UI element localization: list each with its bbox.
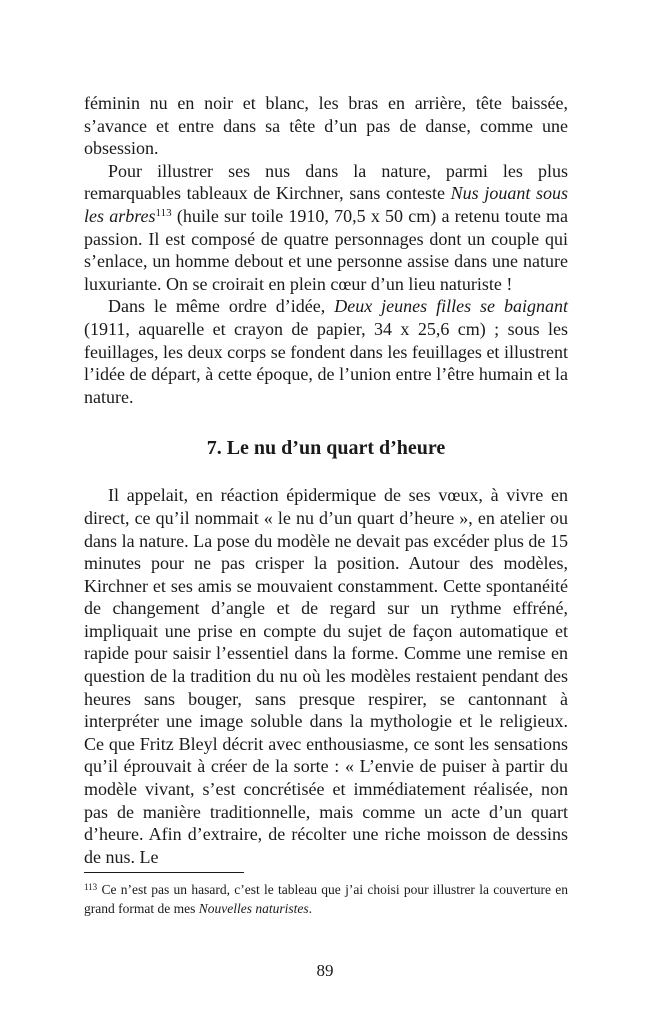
paragraph-text: Dans le même ordre d’idée, — [108, 296, 335, 317]
paragraph-text: Pour illustrer ses nus dans la nature, parmi les plus remarquables tableaux de Kirchner, sans conteste — [84, 160, 568, 204]
footnote-text: . — [308, 901, 312, 916]
artwork-title: Deux jeunes filles se baignant — [334, 296, 568, 317]
footnote — [84, 880, 568, 918]
section-heading: 7. Le nu d’un quart d’heure — [206, 437, 446, 460]
paragraph-quart-d-heure: Il appelait, en réaction épidermique de ses vœux, à vivre en direct, ce qu’il nommait « le nu d’un quart d’heure », en atelier ou dans la nature. La pose du modèle ne devait pas excéder plus de 15 minutes pour ne pas crisper la position. Autour des modèles, Kirchner et ses amis se mouvaient constamment. Cette spontanéité de changement d’angle et de regard sur un rythme effréné, impliquait une prise en compte du sujet de façon automatique et rapide pour saisir l’essentiel dans la forme. Comme une remise en question de la tradition du nu où les modèles restaient pendant des heures sans bouger, sans presque respirer, se cantonnant à interpréter une image soluble dans la mythologie et le religieux. Ce que Fritz Bleyl décrit avec enthousiasme, ce sont les sensations qu’il éprouvait à créer de la sorte : « L’envie de puiser à partir du modèle vivant, s’est concrétisée et immédiatement réalisée, non pas de manière traditionnelle, mais comme un acte d’un quart d’heure. Afin d’extraire, de récolter une riche moisson de dessins de nus. Le — [84, 485, 568, 867]
artwork-title: Nus jouant sous les arbres — [84, 183, 568, 226]
footnote-text: Ce n’est pas un hasard, c’est le tableau que j’ai choisi pour illustrer la couverture en grand format de mes — [84, 882, 568, 916]
paragraph-text: (1911, aquarelle et crayon de papier, 34 x 25,6 cm) ; sous les feuillages, les deux corps se fondent dans les feuillages et illustrent l’idée de départ, à cette époque, de l’union entre l’être humain et la nature. — [84, 318, 568, 407]
footnote-reference[interactable]: 113 — [155, 206, 172, 219]
paragraph-deux-jeunes-filles — [84, 295, 568, 408]
page-body — [84, 92, 568, 868]
footnote-divider — [84, 872, 244, 873]
paragraph-text: (huile sur toile 1910, 70,5 x 50 cm) a retenu toute ma passion. Il est composé de quatre personnages dont un couple qui s’enlace, un homme debout et une personne assise dans une nature luxuriante. On se croirait en plein cœur d’un lieu naturiste ! — [84, 205, 568, 294]
book-title: Nouvelles naturistes — [198, 901, 309, 916]
footnote-number: 113 — [84, 882, 98, 892]
page-number: 89 — [316, 961, 334, 980]
paragraph-continuation: féminin nu en noir et blanc, les bras en arrière, tête baissée, s’avance et entre dans sa tête d’un pas de danse, comme une obsession. — [84, 93, 568, 159]
paragraph-nus-jouant — [84, 160, 568, 296]
